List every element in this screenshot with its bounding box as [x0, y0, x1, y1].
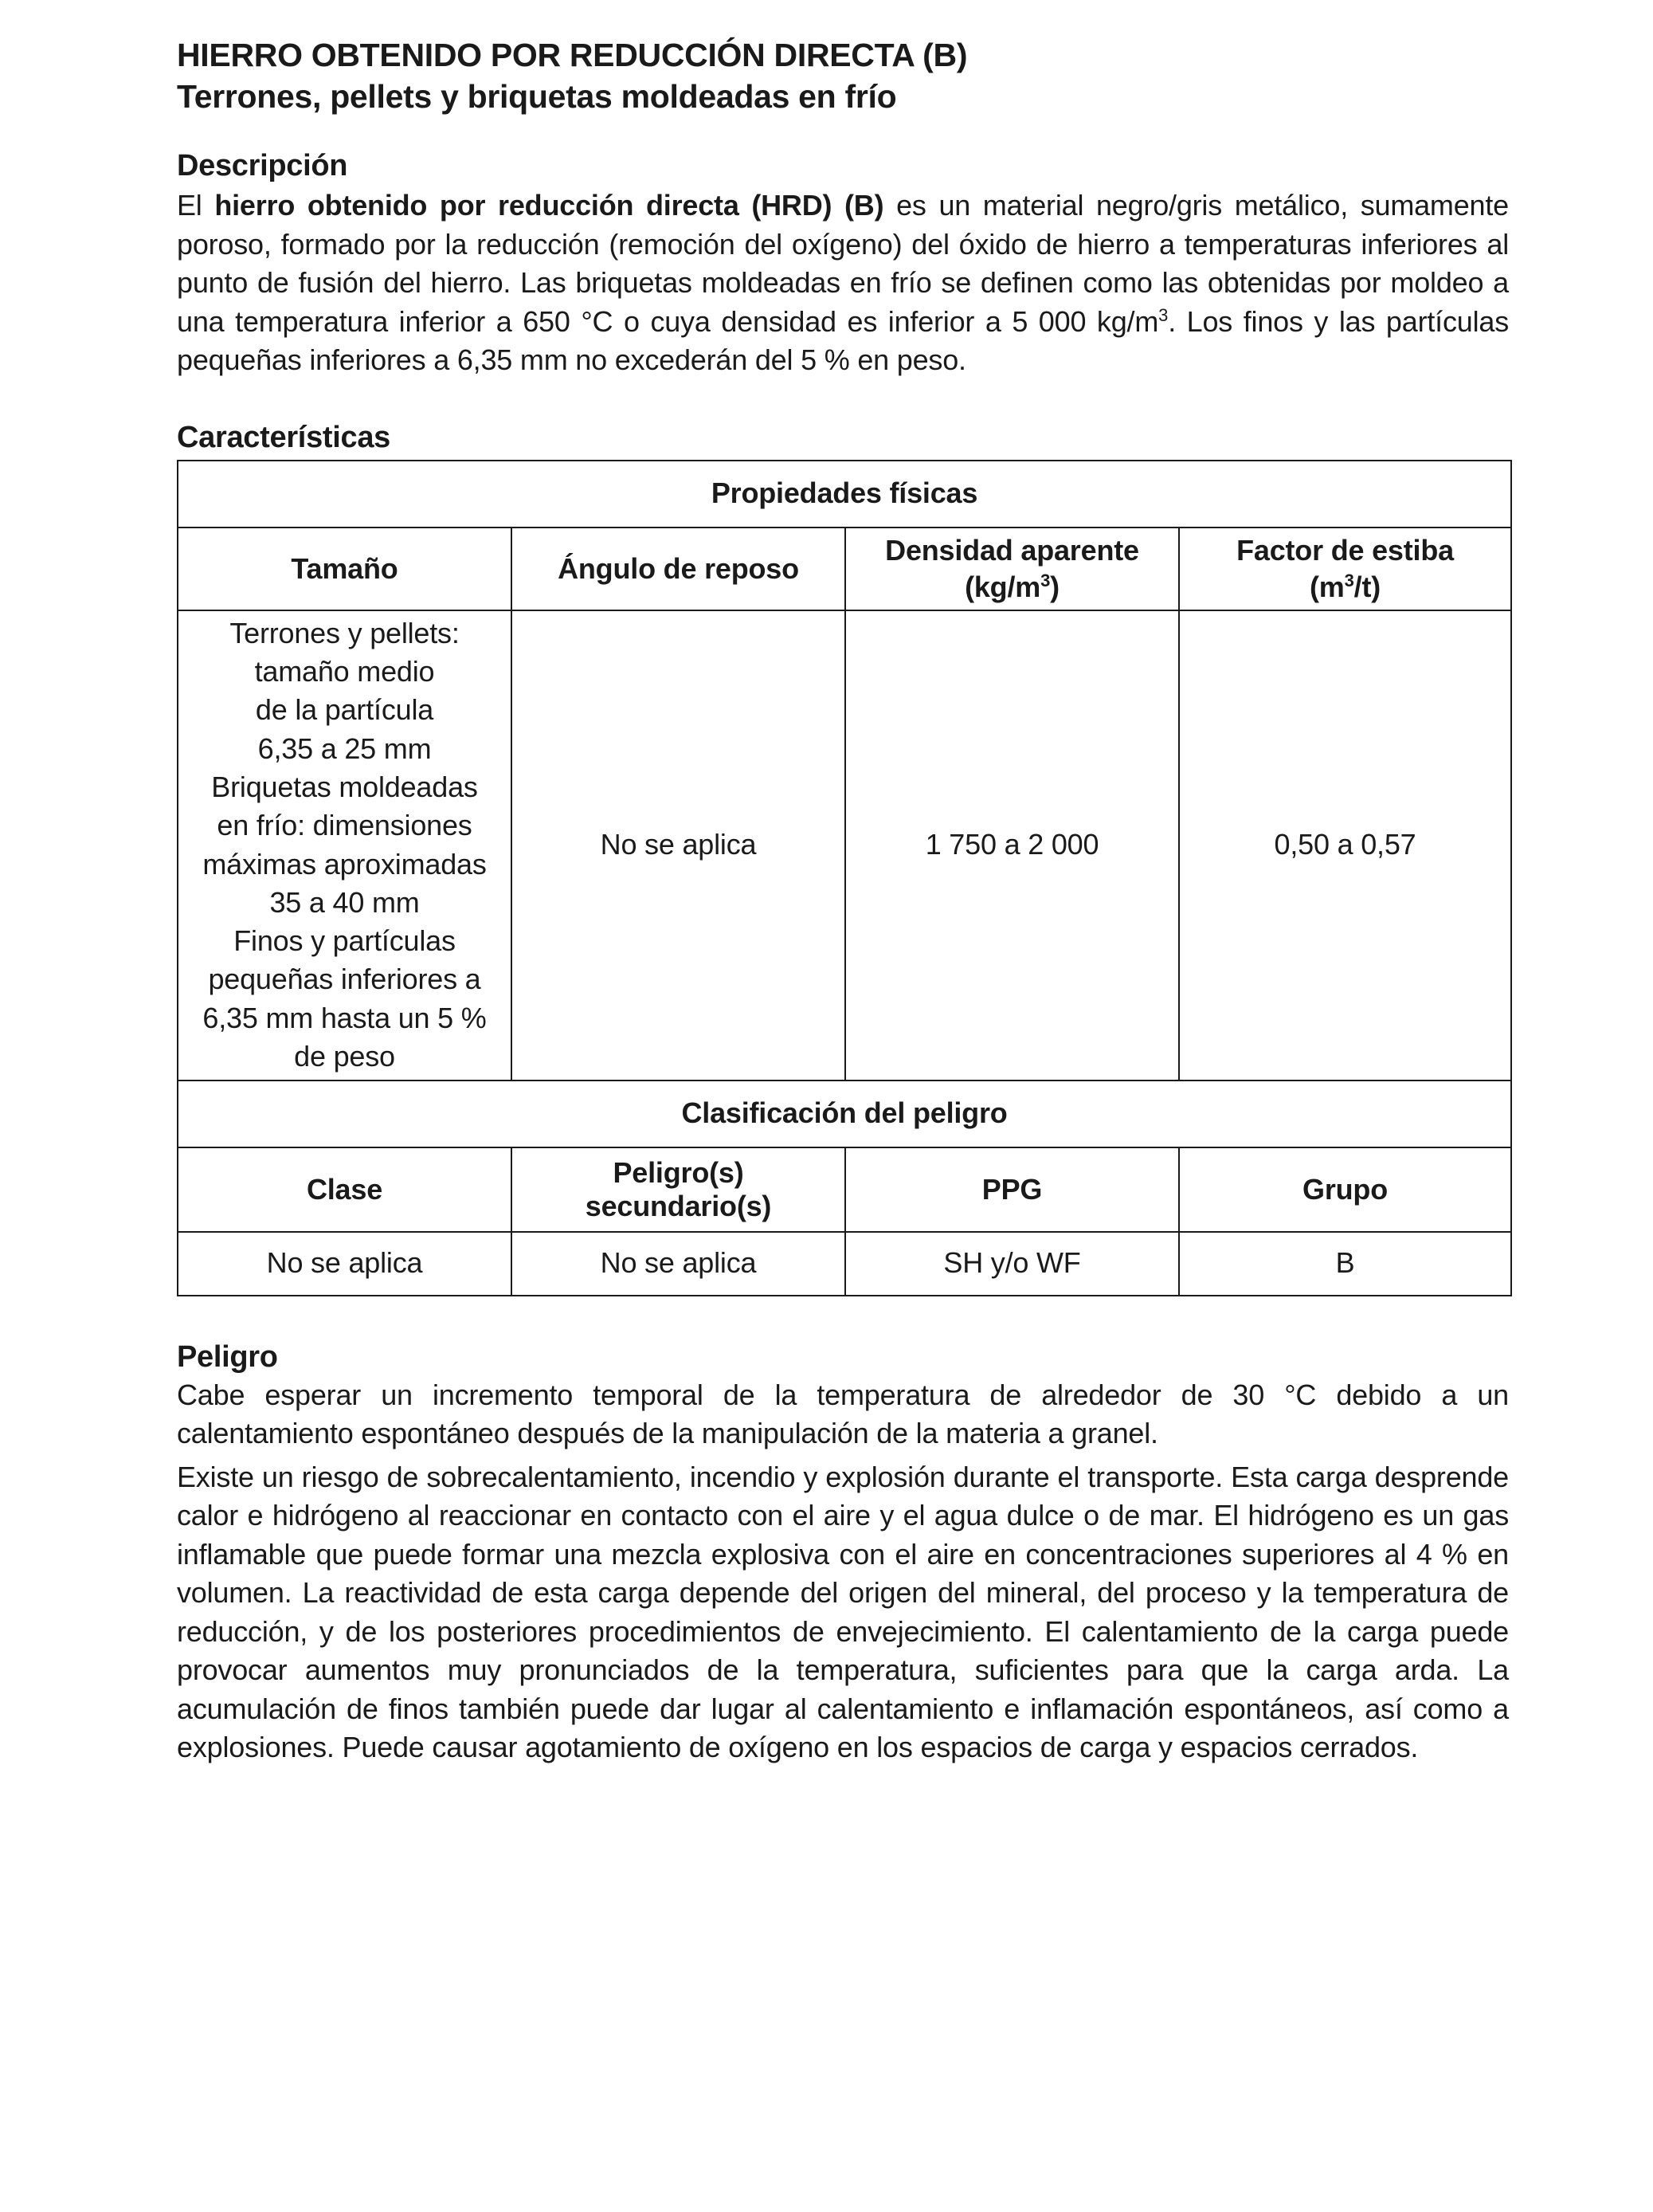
header-factor-unit: (m [1310, 570, 1345, 603]
tamano-line: en frío: dimensiones [217, 809, 472, 842]
tamano-line: pequeñas inferiores a [208, 963, 481, 996]
tamano-line: 35 a 40 mm [269, 885, 420, 919]
peligro-heading: Peligro [177, 1339, 278, 1374]
peligro-paragraph: Existe un riesgo de sobrecalentamiento, incendio y explosión durante el transporte. Esta carga desprende calor e hidrógeno al reaccionar en contacto con el aire y el agua dulce o de mar. El hidrógeno es un gas inflamable que puede formar una mezcla explosiva con el aire en concentraciones superiores al 4 % en volumen. La reactividad de esta carga depende del origen del mineral, del proceso y la temperatura de reducción, y de los posteriores procedimientos de envejecimiento. El calentamiento de la carga puede provocar aumentos muy pronunciados de la temperatura, suficientes para que la carga arda. La acumulación de finos también puede dar lugar al calentamiento e inflamación espontáneos, así como a explosiones. Puede causar agotamiento de oxígeno en los espacios de carga y espacios cerrados. [177, 1460, 1509, 1763]
descripcion-body-2: . Los finos y las partículas pequeñas inferiores a 6,35 mm no excederán del 5 % en peso. [177, 304, 1510, 376]
header-densidad [845, 528, 1179, 610]
header-densidad-unit: (kg/m [965, 570, 1041, 603]
header-densidad-sup: 3 [1040, 570, 1051, 590]
header-secundario [511, 1147, 845, 1232]
peligro-paragraph: Cabe esperar un incremento temporal de la temperatura de alrededor de 30 °C debido a un calentamiento espontáneo después de la manipulación de la materia a granel. [177, 1378, 1509, 1449]
header-grupo: Grupo [1179, 1147, 1511, 1232]
descripcion-bold-term: hierro obtenido por reducción directa (HRD) (B) [214, 189, 884, 222]
physical-values-row [178, 610, 1511, 1081]
value-tamano [178, 610, 511, 1081]
descripcion-paragraph [177, 186, 1509, 380]
tamano-line: 6,35 mm hasta un 5 % [202, 1001, 487, 1034]
header-factor-close: /t) [1353, 570, 1381, 603]
section-descripcion [177, 147, 1509, 380]
hazard-header-row [178, 1147, 1511, 1232]
section-caracteristicas [177, 418, 1509, 1296]
section-peligro [177, 1338, 1509, 1767]
header-densidad-line1: Densidad aparente [885, 533, 1139, 567]
value-angulo: No se aplica [511, 610, 845, 1081]
header-secundario-line1: Peligro(s) [613, 1155, 744, 1189]
tamano-line: Terrones y pellets: [229, 616, 460, 649]
descripcion-sup: 3 [1158, 304, 1169, 325]
header-factor [1179, 528, 1511, 610]
header-clase: Clase [178, 1147, 511, 1232]
value-grupo: B [1179, 1232, 1511, 1296]
hazard-band-row [178, 1081, 1511, 1147]
header-densidad-close: ) [1050, 570, 1060, 603]
header-angulo: Ángulo de reposo [511, 528, 845, 610]
physical-band-row [178, 461, 1511, 528]
hazard-band: Clasificación del peligro [178, 1081, 1511, 1147]
tamano-line: tamaño medio [254, 655, 435, 688]
document-page [177, 35, 1509, 1767]
caracteristicas-heading: Características [177, 420, 391, 454]
descripcion-heading: Descripción [177, 149, 348, 182]
physical-header-row [178, 528, 1511, 610]
document-subtitle: Terrones, pellets y briquetas moldeadas en frío [177, 78, 897, 115]
tamano-line: máximas aproximadas [202, 847, 487, 880]
physical-band: Propiedades físicas [178, 461, 1511, 528]
tamano-line: de peso [294, 1039, 395, 1073]
caracteristicas-table [177, 460, 1512, 1296]
descripcion-lead: El [177, 189, 215, 222]
document-title: HIERRO OBTENIDO POR REDUCCIÓN DIRECTA (B) [177, 37, 968, 73]
value-ppg: SH y/o WF [845, 1232, 1179, 1296]
value-factor: 0,50 a 0,57 [1179, 610, 1511, 1081]
header-secundario-line2: secundario(s) [585, 1189, 772, 1222]
header-factor-sup: 3 [1344, 570, 1354, 590]
hazard-values-row [178, 1232, 1511, 1296]
value-secundario: No se aplica [511, 1232, 845, 1296]
header-factor-line1: Factor de estiba [1236, 533, 1454, 567]
descripcion-body-1: es un material negro/gris metálico, sumamente poroso, formado por la reducción (remoción del oxígeno) del óxido de hierro a temperaturas inferiores al punto de fusión del hierro. Las briquetas moldeadas en frío se definen como las obtenidas por moldeo a una temperatura inferior a 650 °C o cuya densidad es inferior a 5 000 kg/m [177, 189, 1509, 338]
value-densidad: 1 750 a 2 000 [845, 610, 1179, 1081]
tamano-line: 6,35 a 25 mm [257, 731, 432, 765]
header-tamano: Tamaño [178, 528, 511, 610]
value-clase: No se aplica [178, 1232, 511, 1296]
header-ppg: PPG [845, 1147, 1179, 1232]
tamano-line: de la partícula [255, 693, 434, 727]
tamano-line: Finos y partículas [233, 924, 456, 958]
tamano-line: Briquetas moldeadas [211, 770, 478, 803]
